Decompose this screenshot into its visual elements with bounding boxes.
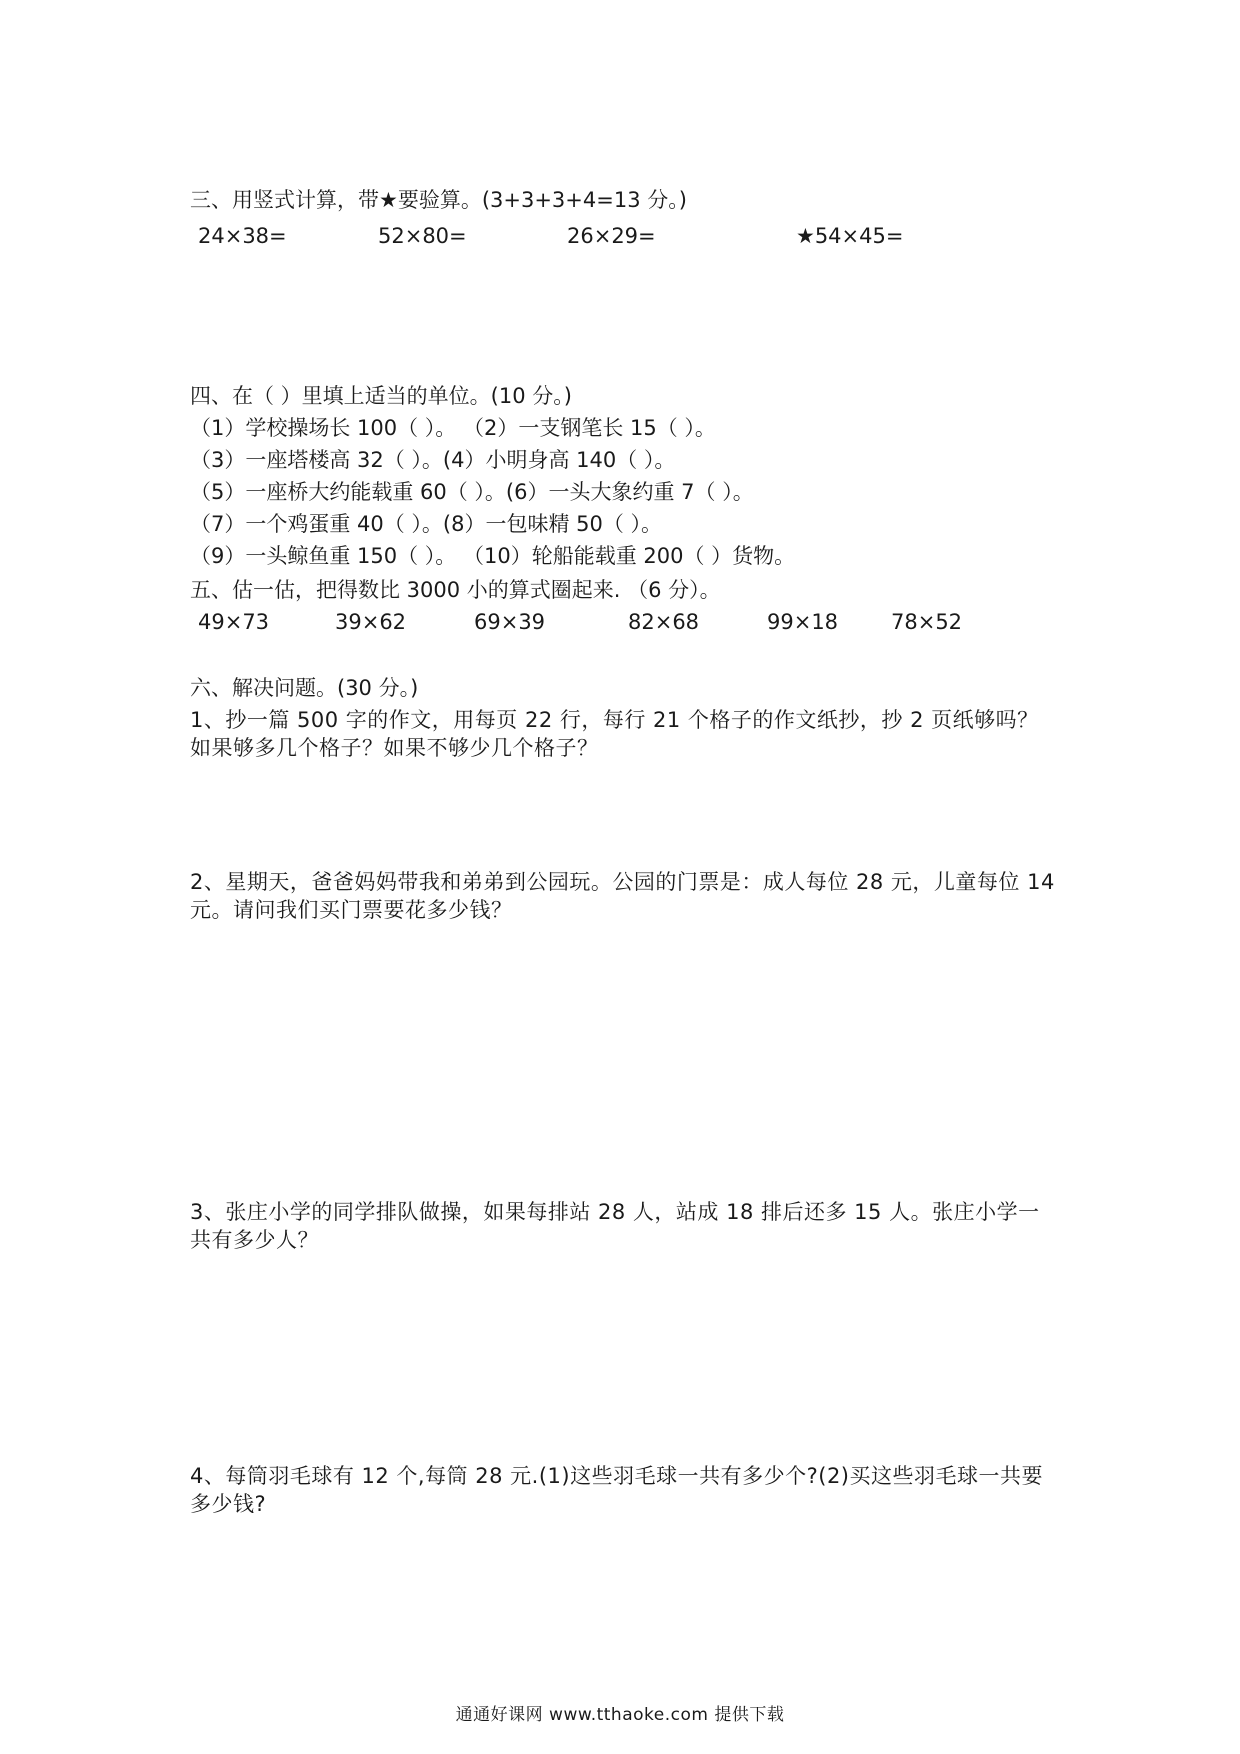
section-6-title: 六、解决问题。(30 分。) — [190, 676, 419, 700]
calc-problem: 52×80= — [378, 224, 467, 248]
word-problem-2: 2、星期天，爸爸妈妈带我和弟弟到公园玩。公园的门票是：成人每位 28 元，儿童每位 14 元。请问我们买门票要花多少钱？ — [190, 870, 1055, 922]
unit-question-line: （3）一座塔楼高 32（ ）。(4）小明身高 140（ ）。 — [190, 448, 676, 472]
unit-question-line: （5）一座桥大约能载重 60（ ）。(6）一头大象约重 7（ ）。 — [190, 480, 754, 504]
estimate-item: 69×39 — [474, 610, 546, 634]
word-problem-1: 1、抄一篇 500 字的作文，用每页 22 行，每行 21 个格子的作文纸抄，抄 2 页纸够吗？如果够多几个格子？如果不够少几个格子？ — [190, 708, 1039, 760]
section-3-title: 三、用竖式计算，带★要验算。(3+3+3+4=13 分。) — [190, 188, 687, 212]
unit-question-line: （7）一个鸡蛋重 40（ ）。(8）一包味精 50（ ）。 — [190, 512, 663, 536]
estimate-item: 82×68 — [628, 610, 700, 634]
section-5-title: 五、估一估，把得数比 3000 小的算式圈起来. （6 分）。 — [190, 578, 721, 602]
estimate-item: 99×18 — [767, 610, 839, 634]
unit-question-line: （9）一头鲸鱼重 150（ ）。 （10）轮船能载重 200（ ）货物。 — [190, 544, 796, 568]
calc-problem: 24×38= — [198, 224, 287, 248]
calc-problem-starred: ★54×45= — [796, 224, 904, 248]
footer-credit: 通通好课网 www.tthaoke.com 提供下载 — [455, 1705, 785, 1725]
word-problem-4: 4、每筒羽毛球有 12 个,每筒 28 元.(1)这些羽毛球一共有多少个?(2)买这些羽毛球一共要多少钱? — [190, 1464, 1043, 1516]
section-4-title: 四、在（ ）里填上适当的单位。(10 分。) — [190, 384, 572, 408]
estimate-item: 49×73 — [198, 610, 270, 634]
unit-question-line: （1）学校操场长 100（ ）。 （2）一支钢笔长 15（ ）。 — [190, 416, 716, 440]
calc-problem: 26×29= — [567, 224, 656, 248]
estimate-item: 78×52 — [891, 610, 963, 634]
estimate-item: 39×62 — [335, 610, 407, 634]
word-problem-3: 3、张庄小学的同学排队做操，如果每排站 28 人，站成 18 排后还多 15 人。张庄小学一共有多少人？ — [190, 1200, 1040, 1252]
